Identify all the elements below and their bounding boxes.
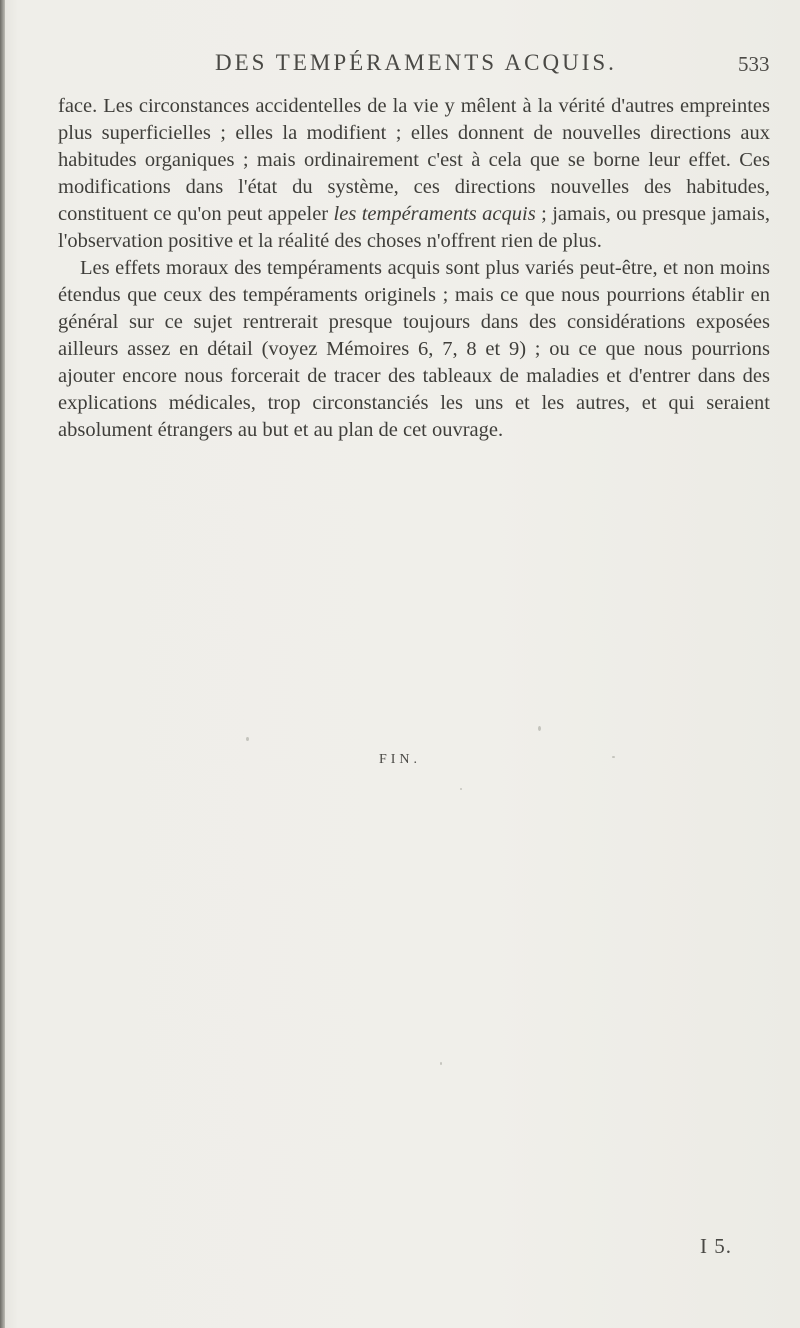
end-marker: FIN. [378,752,422,767]
page-spine-edge [0,0,5,1328]
paper-speck [538,726,541,731]
paper-speck [246,737,249,741]
paper-speck [612,756,615,758]
page-header [0,50,800,90]
paragraph-1 [58,93,770,255]
paragraph-1-text-b: ; jamais, ou presque jamais, l'observation positive et la réalité des choses n'offrent rien de plus. [58,203,770,252]
running-head: DES TEMPÉRAMENTS ACQUIS. [215,50,617,75]
italic-term: les tempéraments acquis [333,203,536,225]
signature-mark: I 5. [700,1234,732,1258]
paper-speck [440,1062,442,1065]
page-number: 533 [738,52,770,76]
paragraph-1-text-a: face. Les circonstances accidentelles de la vie y mêlent à la vérité d'autres empreintes plus superficielles ; elles la modifient ; elles donnent de nouvelles directions aux habitudes organiques ; mais ordinairement c'est à cela que se borne leur effet. Ces modifications dans l'état du système, ces directions nouvelles des habitudes, constituent ce qu'on peut appeler [58,95,770,225]
paragraph-2: Les effets moraux des tempéraments acquis sont plus variés peut-être, et non moins étendus que ceux des tempéraments originels ; mais ce que nous pourrions établir en général sur ce sujet rentrerait presque toujours dans des considérations exposées ailleurs assez en détail (voyez Mémoires 6, 7, 8 et 9) ; ou ce que nous pourrions ajouter encore nous forcerait de tracer des tableaux de maladies et d'entrer dans des explications médicales, trop circonstanciés les uns et les autres, et qui seraient absolument étrangers au but et au plan de cet ouvrage. [58,257,770,441]
paper-speck [460,788,462,790]
body-text [58,93,770,444]
